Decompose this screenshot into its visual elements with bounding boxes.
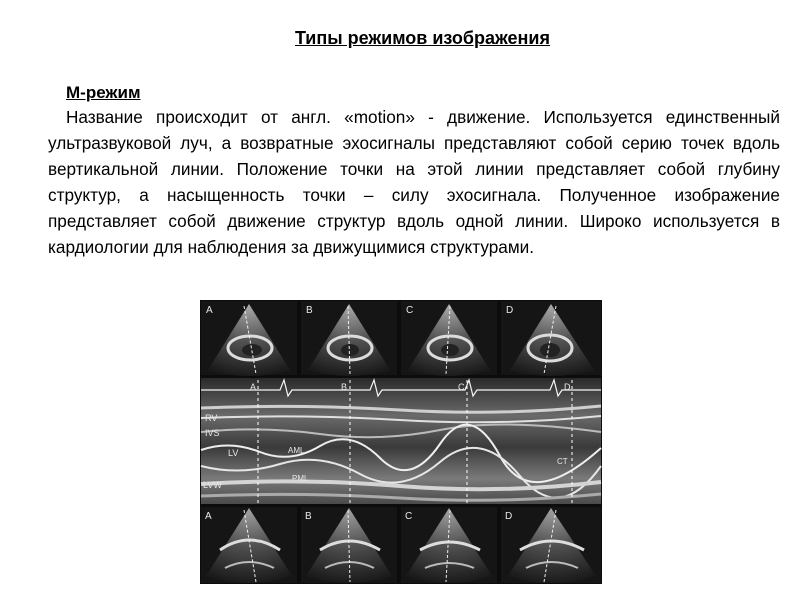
m-mode-strip [201, 378, 601, 504]
mmode-marker-label: C [458, 382, 465, 392]
bottom-panel-label: A [205, 511, 212, 522]
pml-label: PML [292, 474, 309, 483]
m-mode-section [48, 82, 780, 260]
aml-label: AML [288, 446, 305, 455]
bottom-panel-label: B [305, 511, 312, 522]
top-panel-label: D [506, 305, 514, 316]
mmode-marker-label: B [341, 382, 348, 392]
top-panel-a [201, 301, 297, 376]
rv-label: RV [205, 413, 218, 423]
mmode-marker-label: D [564, 382, 571, 392]
lv-label: LV [228, 448, 239, 458]
top-panel-d [501, 301, 601, 376]
top-panel-label: B [306, 305, 313, 316]
mmode-marker-label: A [250, 382, 257, 392]
top-echo-row [201, 301, 601, 376]
top-panel-b [301, 301, 397, 376]
lvw-label: LVW [203, 480, 222, 490]
bottom-panel-b [301, 507, 397, 583]
section-heading: М-режим [66, 83, 141, 102]
figure-svg [200, 300, 602, 584]
ivs-label: IVS [205, 428, 220, 438]
ct-label: CT [557, 457, 568, 466]
bottom-panel-label: C [405, 511, 413, 522]
bottom-panel-c [401, 507, 497, 583]
slide-title: Типы режимов изображения [294, 28, 550, 48]
description-paragraph [48, 104, 780, 260]
top-panel-label: A [206, 305, 213, 316]
bottom-echo-row [201, 507, 601, 583]
bottom-panel-d [501, 507, 601, 583]
top-panel-label: C [406, 305, 414, 316]
bottom-panel-label: D [505, 511, 513, 522]
paragraph-text: Название происходит от англ. «motion» - движение. Используется единственный ультразвуковой луч, а возвратные эхосигналы представляют собой серию точек вдоль вертикальной линии. Положение точки на этой линии представляет собой глубину структур, а насыщенность точки – силу эхосигнала. Полученное изображение представляет собой движение структур вдоль одной линии. Широко используется в кардиологии для наблюдения за движущимися структурами. [48, 107, 780, 257]
bottom-panel-a [201, 507, 297, 583]
top-panel-c [401, 301, 497, 376]
echocardiography-m-mode-figure [200, 300, 602, 584]
